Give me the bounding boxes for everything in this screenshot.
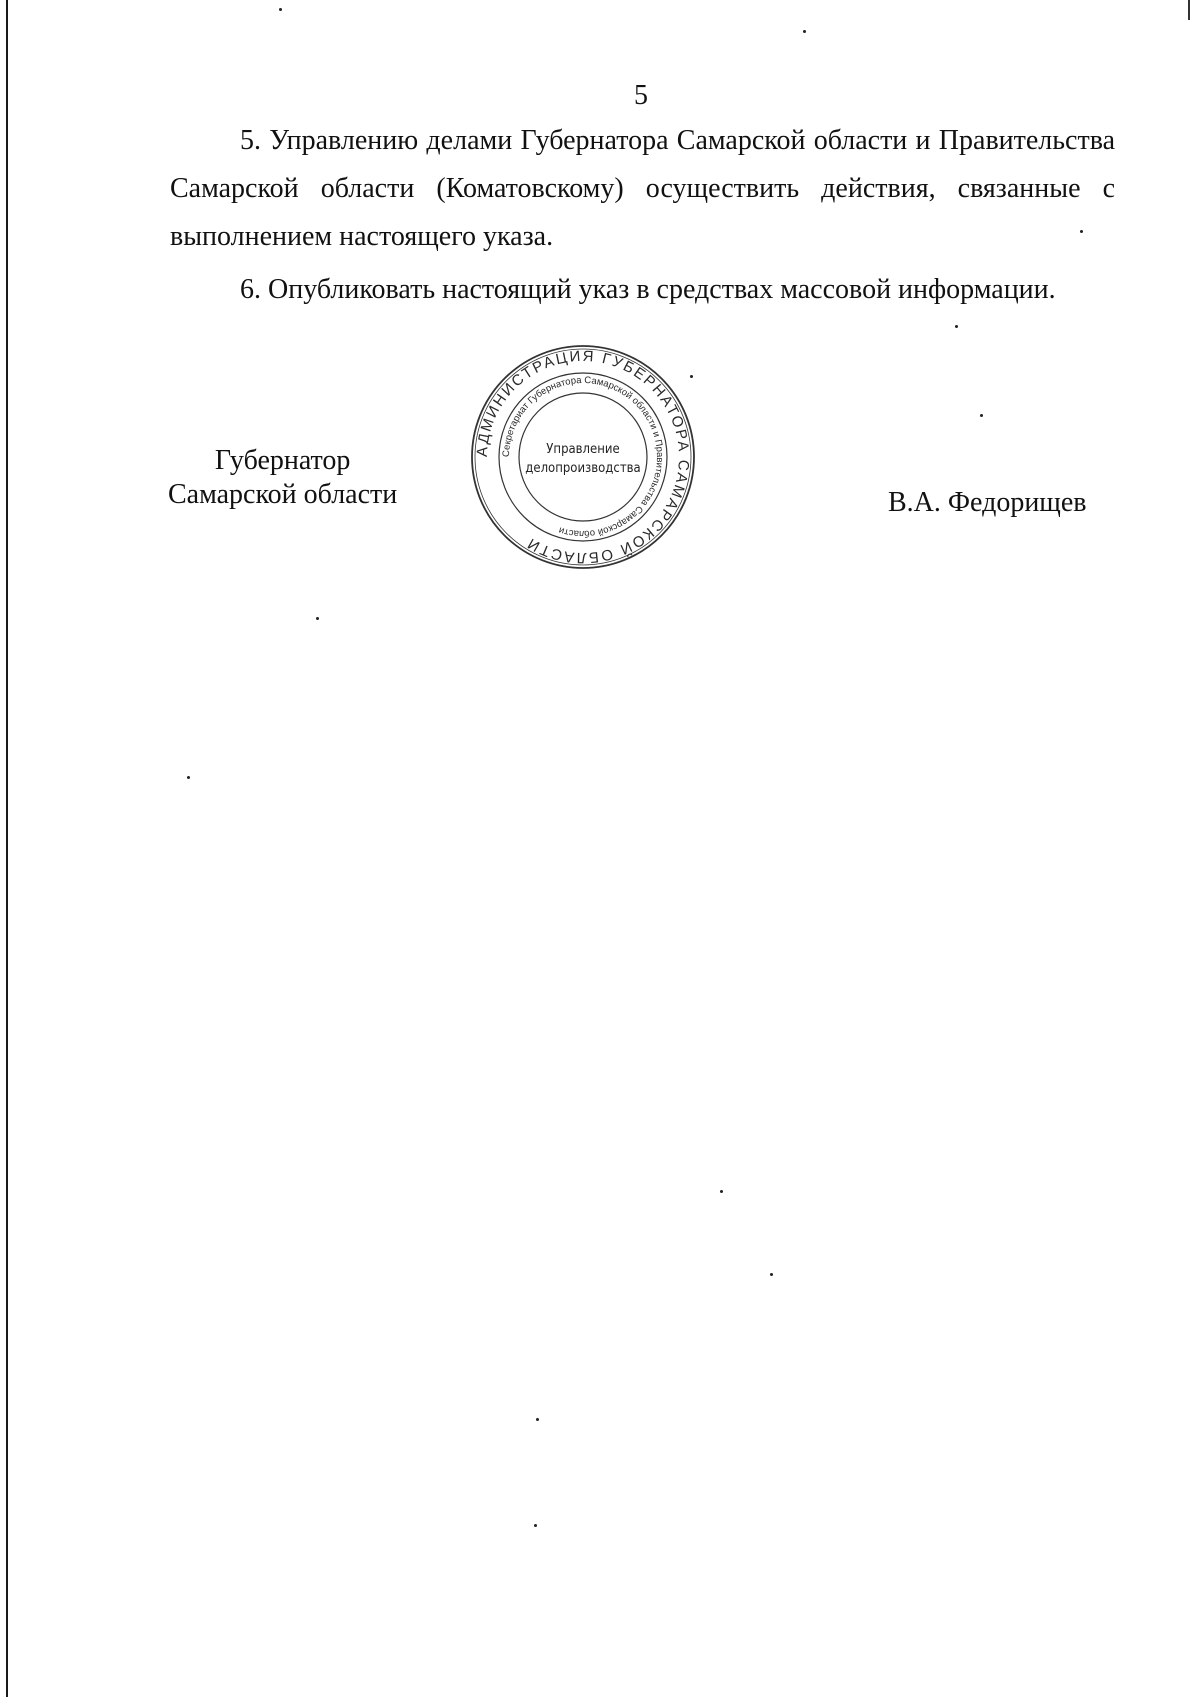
seal-outer-text: АДМИНИСТРАЦИЯ ГУБЕРНАТОРА САМАРСКОЙ ОБЛАСТИ — [473, 347, 693, 567]
scan-speck — [316, 617, 319, 620]
seal-stamp-icon — [468, 342, 698, 572]
seal-center-line2: делопроизводства — [525, 461, 641, 476]
seal-inner-text: Секретариат Губернатора Самарской области и Правительства Самарской области — [500, 374, 666, 540]
seal-center-line1: Управление — [546, 442, 620, 457]
scan-speck — [534, 1524, 537, 1527]
paragraph-6: 6. Опубликовать настоящий указ в средствах массовой информации. — [240, 274, 1056, 305]
scan-speck — [955, 325, 958, 328]
page-number: 5 — [634, 80, 648, 111]
official-seal — [468, 342, 698, 572]
scan-border-left — [6, 0, 8, 1697]
signatory-position-line1: Губернатор — [214, 445, 351, 476]
scan-speck — [980, 414, 983, 417]
scan-speck — [536, 1418, 539, 1421]
scan-speck — [279, 8, 282, 11]
scan-speck — [187, 776, 190, 779]
scan-border-right — [1188, 0, 1190, 20]
signatory-name: В.А. Федорищев — [888, 487, 1087, 518]
signatory-position — [168, 444, 397, 512]
paragraph-5: 5. Управлению делами Губернатора Самарской области и Правительства Самарской области (Коматовскому) осуществить действия, связанные с выполнением настоящего указа. — [170, 125, 1115, 252]
scan-speck — [720, 1190, 723, 1193]
seal-inner-ring — [519, 393, 647, 521]
scan-speck — [770, 1273, 773, 1276]
seal-middle-ring — [499, 373, 667, 541]
signatory-position-line2: Самарской области — [168, 479, 398, 510]
scan-speck — [803, 30, 806, 33]
